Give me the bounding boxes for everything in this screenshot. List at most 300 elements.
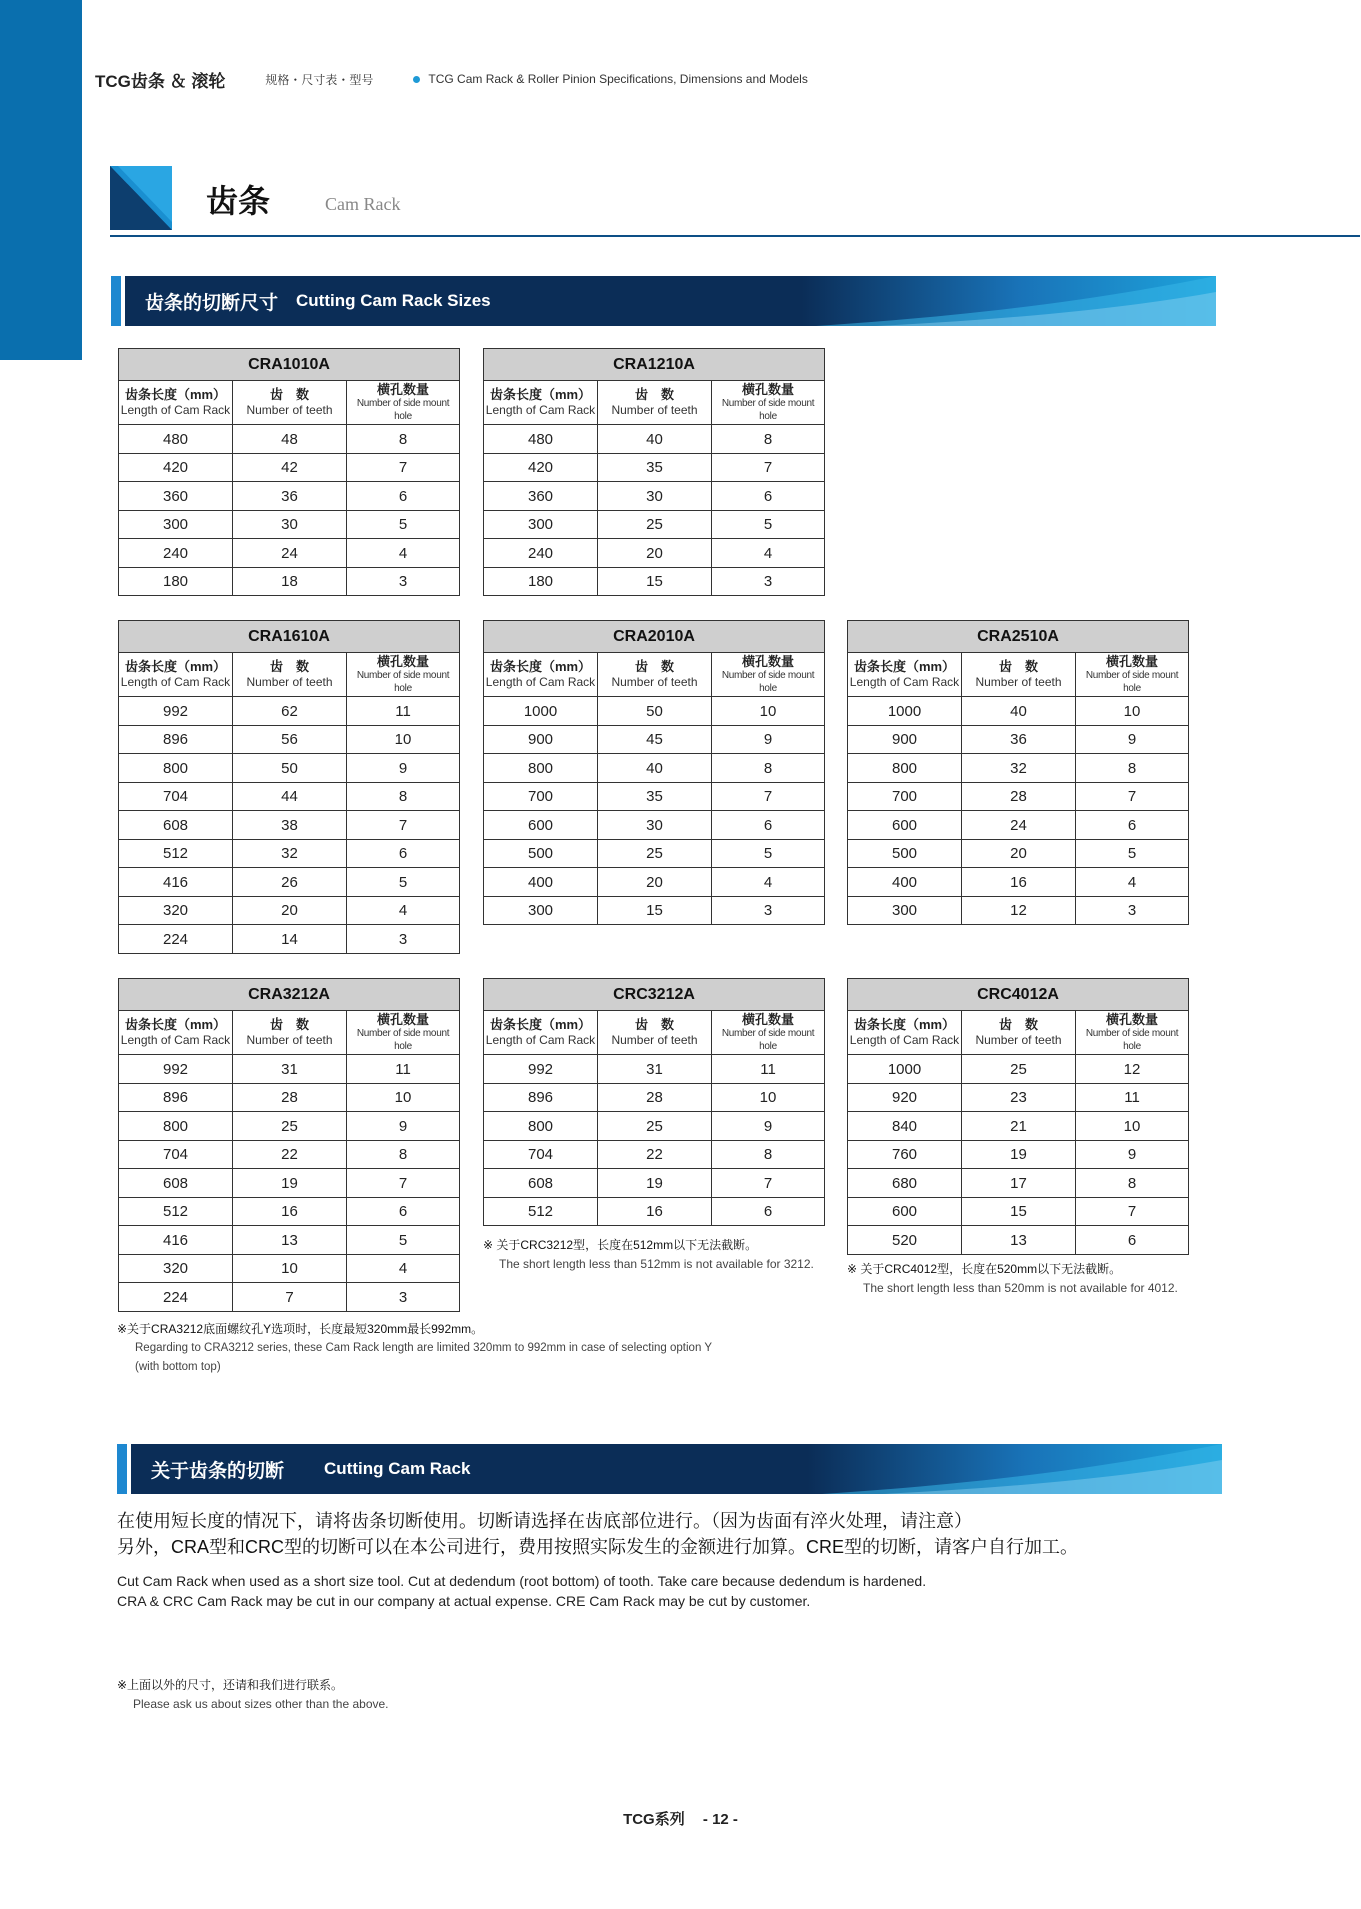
table-cell: 700 [848, 782, 962, 811]
table-cell: 5 [347, 510, 460, 539]
table-cell: 300 [119, 510, 233, 539]
table-row [484, 567, 825, 596]
page-title: 齿条 [206, 183, 271, 219]
table-row [484, 1055, 825, 1084]
table-cell: 11 [347, 1055, 460, 1084]
table-row [484, 896, 825, 925]
table-row [848, 1226, 1189, 1255]
table-cell: 25 [598, 1112, 712, 1141]
col-header-holes: 横孔数量 Number of side mount hole [712, 653, 825, 697]
table-model-title: CRA1010A [119, 349, 460, 381]
table-cell: 42 [233, 453, 347, 482]
table-cell: 7 [712, 453, 825, 482]
table-row [484, 1112, 825, 1141]
table-cell: 20 [598, 539, 712, 568]
table-row [848, 1055, 1189, 1084]
table-cell: 6 [1076, 1226, 1189, 1255]
table-cell: 16 [598, 1197, 712, 1226]
table-cell: 416 [119, 1226, 233, 1255]
table-model-title: CRA2010A [484, 621, 825, 653]
table-cell: 6 [712, 482, 825, 511]
table-row [484, 839, 825, 868]
table-cell: 13 [962, 1226, 1076, 1255]
table-cell: 35 [598, 453, 712, 482]
table-row [119, 453, 460, 482]
side-color-band [0, 0, 82, 360]
bullet-dot-icon [413, 76, 420, 83]
note-cra3212-cn: ※关于CRA3212底面螺纹孔Y选项时，长度最短320mm最长992mm。 [117, 1322, 484, 1336]
table-cell: 240 [484, 539, 598, 568]
section2-title-cn: 关于齿条的切断 [151, 1460, 285, 1482]
page-header [95, 68, 808, 90]
table-cell: 300 [484, 896, 598, 925]
table-cell: 25 [233, 1112, 347, 1141]
col-header-length: 齿条长度（mm） Length of Cam Rack [848, 1011, 962, 1055]
table-cell: 4 [1076, 868, 1189, 897]
note-crc4012-en: The short length less than 520mm is not available for 4012. [863, 1281, 1178, 1296]
section-header-cutting [117, 1444, 1222, 1494]
table-cell: 9 [347, 754, 460, 783]
table-cell: 22 [233, 1140, 347, 1169]
table-row [119, 1140, 460, 1169]
table-cell: 7 [347, 1169, 460, 1198]
page-title-en: Cam Rack [325, 194, 401, 214]
col-header-teeth: 齿 数 Number of teeth [598, 653, 712, 697]
table-model-title: CRA1210A [484, 349, 825, 381]
table-cell: 512 [484, 1197, 598, 1226]
table-cell: 608 [119, 811, 233, 840]
table-cell: 16 [233, 1197, 347, 1226]
table-cell: 992 [119, 1055, 233, 1084]
table-cell: 992 [484, 1055, 598, 1084]
table-row [119, 1055, 460, 1084]
table-cell: 10 [347, 1083, 460, 1112]
table-cell: 12 [962, 896, 1076, 925]
cutting-en-line1: Cut Cam Rack when used as a short size tool. Cut at dedendum (root bottom) of tooth. Take care because dedendum is hardened. [117, 1573, 927, 1589]
table-cell: 4 [712, 539, 825, 568]
table-cell: 5 [347, 868, 460, 897]
table-cell: 800 [848, 754, 962, 783]
table-cell: 40 [962, 697, 1076, 726]
table-cell: 320 [119, 1254, 233, 1283]
table-row [119, 782, 460, 811]
table-row [119, 868, 460, 897]
table-model-title: CRC3212A [484, 979, 825, 1011]
table-cell: 4 [347, 896, 460, 925]
note-cra3212-en2: (with bottom top) [135, 1360, 221, 1373]
table-cell: 8 [712, 425, 825, 454]
table-row [484, 697, 825, 726]
table-cell: 3 [347, 925, 460, 954]
table-cell: 180 [484, 567, 598, 596]
table-cell: 13 [233, 1226, 347, 1255]
table-cell: 19 [962, 1140, 1076, 1169]
table-cell: 7 [1076, 782, 1189, 811]
note-crc4012 [847, 1260, 1178, 1298]
table-cell: 3 [347, 1283, 460, 1312]
cutting-text-cn [117, 1508, 1078, 1560]
table-cell: 900 [484, 725, 598, 754]
page-title-block [110, 166, 1360, 230]
page-footer [0, 1808, 1361, 1829]
cutting-text-en [117, 1571, 926, 1611]
table-cell: 608 [119, 1169, 233, 1198]
table-cell: 9 [712, 1112, 825, 1141]
table-row [484, 811, 825, 840]
table-cell: 17 [962, 1169, 1076, 1198]
table-cell: 800 [484, 1112, 598, 1141]
table-cell: 500 [848, 839, 962, 868]
table-row [848, 754, 1189, 783]
table-cell: 8 [1076, 754, 1189, 783]
table-row [119, 896, 460, 925]
table-cell: 11 [1076, 1083, 1189, 1112]
table-row [484, 1197, 825, 1226]
table-cell: 800 [119, 1112, 233, 1141]
table-cell: 20 [233, 896, 347, 925]
table-cell: 50 [598, 697, 712, 726]
table-cell: 25 [962, 1055, 1076, 1084]
table-cell: 8 [712, 1140, 825, 1169]
col-header-teeth: 齿 数 Number of teeth [962, 653, 1076, 697]
table-row [484, 539, 825, 568]
table-row [848, 1083, 1189, 1112]
table-cell: 320 [119, 896, 233, 925]
col-header-holes: 横孔数量 Number of side mount hole [712, 381, 825, 425]
table-cell: 22 [598, 1140, 712, 1169]
table-cell: 7 [712, 1169, 825, 1198]
note-cra3212 [117, 1320, 712, 1376]
table-cell: 28 [233, 1083, 347, 1112]
table-cell: 24 [233, 539, 347, 568]
note-contact-en: Please ask us about sizes other than the above. [133, 1697, 389, 1712]
col-header-teeth: 齿 数 Number of teeth [598, 381, 712, 425]
table-cell: 31 [233, 1055, 347, 1084]
col-header-length: 齿条长度（mm） Length of Cam Rack [848, 653, 962, 697]
table-cell: 32 [962, 754, 1076, 783]
table-cell: 11 [347, 697, 460, 726]
table-cell: 50 [233, 754, 347, 783]
table-cell: 28 [598, 1083, 712, 1112]
note-crc3212-cn: ※ 关于CRC3212型，长度在512mm以下无法截断。 [483, 1238, 758, 1252]
table-cell: 19 [233, 1169, 347, 1198]
table-cell: 6 [712, 811, 825, 840]
table-cell: 900 [848, 725, 962, 754]
table-cell: 240 [119, 539, 233, 568]
cutting-en-line2: CRA & CRC Cam Rack may be cut in our company at actual expense. CRE Cam Rack may be cut by customer. [117, 1593, 811, 1609]
table-cell: 6 [1076, 811, 1189, 840]
table-cell: 1000 [484, 697, 598, 726]
table-cell: 3 [712, 896, 825, 925]
table-row [848, 782, 1189, 811]
table-model-title: CRA1610A [119, 621, 460, 653]
col-header-length: 齿条长度（mm） Length of Cam Rack [119, 381, 233, 425]
title-divider [110, 235, 1360, 237]
table-cell: 36 [962, 725, 1076, 754]
col-header-length: 齿条长度（mm） Length of Cam Rack [484, 653, 598, 697]
table-row [119, 567, 460, 596]
spec-table-crc3212a [483, 978, 825, 1226]
note-crc4012-cn: ※ 关于CRC4012型，长度在520mm以下无法截断。 [847, 1262, 1122, 1276]
table-cell: 4 [712, 868, 825, 897]
table-cell: 9 [712, 725, 825, 754]
col-header-holes: 横孔数量 Number of side mount hole [347, 381, 460, 425]
table-cell: 600 [484, 811, 598, 840]
table-cell: 1000 [848, 697, 962, 726]
table-cell: 40 [598, 754, 712, 783]
header-subtitle-cn: 规格・尺寸表・型号 [265, 72, 374, 87]
spec-table-cra2510a [847, 620, 1189, 925]
table-row [848, 1169, 1189, 1198]
table-cell: 992 [119, 697, 233, 726]
table-cell: 1000 [848, 1055, 962, 1084]
table-row [484, 510, 825, 539]
table-cell: 680 [848, 1169, 962, 1198]
page-number: - 12 - [702, 1811, 738, 1828]
col-header-length: 齿条长度（mm） Length of Cam Rack [484, 1011, 598, 1055]
table-row [119, 510, 460, 539]
table-cell: 8 [347, 782, 460, 811]
table-cell: 62 [233, 697, 347, 726]
table-cell: 10 [1076, 697, 1189, 726]
table-row [119, 839, 460, 868]
table-cell: 360 [484, 482, 598, 511]
table-cell: 19 [598, 1169, 712, 1198]
table-cell: 3 [347, 567, 460, 596]
table-cell: 23 [962, 1083, 1076, 1112]
table-cell: 4 [347, 1254, 460, 1283]
note-crc3212-en: The short length less than 512mm is not available for 3212. [499, 1257, 814, 1272]
table-cell: 224 [119, 1283, 233, 1312]
table-row [484, 868, 825, 897]
table-row [848, 725, 1189, 754]
table-cell: 5 [712, 510, 825, 539]
col-header-length: 齿条长度（mm） Length of Cam Rack [119, 653, 233, 697]
table-cell: 7 [233, 1283, 347, 1312]
col-header-holes: 横孔数量 Number of side mount hole [347, 653, 460, 697]
table-cell: 7 [347, 453, 460, 482]
col-header-teeth: 齿 数 Number of teeth [233, 381, 347, 425]
table-cell: 30 [233, 510, 347, 539]
table-cell: 416 [119, 868, 233, 897]
table-row [119, 925, 460, 954]
table-row [119, 1112, 460, 1141]
table-cell: 500 [484, 839, 598, 868]
table-row [484, 425, 825, 454]
table-cell: 5 [712, 839, 825, 868]
table-cell: 18 [233, 567, 347, 596]
table-cell: 512 [119, 839, 233, 868]
table-cell: 180 [119, 567, 233, 596]
table-row [119, 425, 460, 454]
table-cell: 5 [347, 1226, 460, 1255]
section-title-en: Cutting Cam Rack Sizes [296, 291, 491, 310]
table-cell: 36 [233, 482, 347, 511]
table-row [484, 1140, 825, 1169]
table-row [848, 1112, 1189, 1141]
table-cell: 7 [347, 811, 460, 840]
table-cell: 16 [962, 868, 1076, 897]
table-cell: 9 [347, 1112, 460, 1141]
cutting-cn-line2: 另外，CRA型和CRC型的切断可以在本公司进行，费用按照实际发生的金额进行加算。CRE型的切断，请客户自行加工。 [117, 1537, 1078, 1557]
table-cell: 21 [962, 1112, 1076, 1141]
table-cell: 10 [347, 725, 460, 754]
table-cell: 24 [962, 811, 1076, 840]
col-header-holes: 横孔数量 Number of side mount hole [1076, 653, 1189, 697]
col-header-length: 齿条长度（mm） Length of Cam Rack [484, 381, 598, 425]
table-row [848, 697, 1189, 726]
spec-table-cra3212a [118, 978, 460, 1312]
col-header-holes: 横孔数量 Number of side mount hole [712, 1011, 825, 1055]
cutting-cn-line1: 在使用短长度的情况下，请将齿条切断使用。切断请选择在齿底部位进行。（因为齿面有淬火处理，请注意） [117, 1511, 972, 1531]
table-row [119, 482, 460, 511]
col-header-holes: 横孔数量 Number of side mount hole [347, 1011, 460, 1055]
table-cell: 10 [1076, 1112, 1189, 1141]
table-cell: 6 [347, 839, 460, 868]
spec-table-cra1010a [118, 348, 460, 596]
section-title-cn: 齿条的切断尺寸 [145, 292, 279, 314]
table-cell: 12 [1076, 1055, 1189, 1084]
table-row [848, 839, 1189, 868]
table-cell: 300 [848, 896, 962, 925]
table-cell: 15 [962, 1197, 1076, 1226]
table-row [484, 754, 825, 783]
table-cell: 480 [119, 425, 233, 454]
table-cell: 760 [848, 1140, 962, 1169]
table-cell: 10 [712, 697, 825, 726]
table-row [119, 1254, 460, 1283]
table-cell: 30 [598, 811, 712, 840]
table-row [484, 453, 825, 482]
table-cell: 840 [848, 1112, 962, 1141]
table-row [119, 754, 460, 783]
table-cell: 800 [484, 754, 598, 783]
footer-series: TCG系列 [623, 1811, 685, 1828]
table-cell: 420 [484, 453, 598, 482]
table-cell: 56 [233, 725, 347, 754]
note-cra3212-en1: Regarding to CRA3212 series, these Cam Rack length are limited 320mm to 992mm in case of selecting option Y [135, 1342, 712, 1355]
table-cell: 600 [848, 811, 962, 840]
table-row [484, 482, 825, 511]
table-row [119, 1169, 460, 1198]
table-cell: 9 [1076, 725, 1189, 754]
table-cell: 15 [598, 896, 712, 925]
table-model-title: CRA3212A [119, 979, 460, 1011]
table-cell: 3 [712, 567, 825, 596]
table-cell: 704 [119, 1140, 233, 1169]
table-model-title: CRC4012A [848, 979, 1189, 1011]
table-cell: 420 [119, 453, 233, 482]
table-cell: 10 [712, 1083, 825, 1112]
spec-table-crc4012a [847, 978, 1189, 1255]
table-cell: 600 [848, 1197, 962, 1226]
col-header-holes: 横孔数量 Number of side mount hole [1076, 1011, 1189, 1055]
table-cell: 6 [347, 1197, 460, 1226]
header-brand: TCG齿条 ＆ 滚轮 [95, 71, 226, 91]
col-header-length: 齿条长度（mm） Length of Cam Rack [119, 1011, 233, 1055]
col-header-teeth: 齿 数 Number of teeth [598, 1011, 712, 1055]
table-cell: 20 [598, 868, 712, 897]
table-cell: 48 [233, 425, 347, 454]
table-cell: 520 [848, 1226, 962, 1255]
table-row [119, 697, 460, 726]
table-cell: 360 [119, 482, 233, 511]
col-header-teeth: 齿 数 Number of teeth [233, 653, 347, 697]
table-cell: 8 [712, 754, 825, 783]
header-subtitle-en: TCG Cam Rack & Roller Pinion Specifications, Dimensions and Models [428, 72, 808, 86]
table-cell: 300 [484, 510, 598, 539]
table-cell: 400 [848, 868, 962, 897]
table-cell: 38 [233, 811, 347, 840]
table-row [484, 782, 825, 811]
table-cell: 480 [484, 425, 598, 454]
table-row [119, 1283, 460, 1312]
table-cell: 45 [598, 725, 712, 754]
table-row [119, 539, 460, 568]
table-cell: 896 [119, 1083, 233, 1112]
table-cell: 44 [233, 782, 347, 811]
section2-title-en: Cutting Cam Rack [324, 1459, 471, 1478]
table-cell: 14 [233, 925, 347, 954]
table-cell: 5 [1076, 839, 1189, 868]
table-row [484, 725, 825, 754]
table-cell: 32 [233, 839, 347, 868]
table-row [484, 1083, 825, 1112]
table-cell: 896 [119, 725, 233, 754]
table-cell: 28 [962, 782, 1076, 811]
table-row [848, 868, 1189, 897]
table-row [119, 1083, 460, 1112]
table-cell: 800 [119, 754, 233, 783]
note-contact [117, 1676, 389, 1714]
note-contact-cn: ※上面以外的尺寸，还请和我们进行联系。 [117, 1678, 344, 1692]
table-cell: 896 [484, 1083, 598, 1112]
table-cell: 704 [119, 782, 233, 811]
table-row [119, 1226, 460, 1255]
note-crc3212 [483, 1236, 814, 1274]
table-row [119, 1197, 460, 1226]
table-cell: 30 [598, 482, 712, 511]
spec-table-cra1610a [118, 620, 460, 954]
table-cell: 25 [598, 510, 712, 539]
col-header-teeth: 齿 数 Number of teeth [962, 1011, 1076, 1055]
table-cell: 40 [598, 425, 712, 454]
table-cell: 31 [598, 1055, 712, 1084]
table-cell: 10 [233, 1254, 347, 1283]
table-cell: 400 [484, 868, 598, 897]
table-cell: 26 [233, 868, 347, 897]
table-cell: 3 [1076, 896, 1189, 925]
title-logo-icon [110, 166, 172, 230]
table-cell: 512 [119, 1197, 233, 1226]
table-cell: 6 [712, 1197, 825, 1226]
table-cell: 8 [347, 1140, 460, 1169]
table-cell: 4 [347, 539, 460, 568]
table-cell: 7 [1076, 1197, 1189, 1226]
col-header-teeth: 齿 数 Number of teeth [233, 1011, 347, 1055]
table-row [848, 1197, 1189, 1226]
table-cell: 8 [1076, 1169, 1189, 1198]
table-row [119, 725, 460, 754]
table-cell: 15 [598, 567, 712, 596]
table-cell: 8 [347, 425, 460, 454]
table-cell: 35 [598, 782, 712, 811]
table-row [484, 1169, 825, 1198]
table-cell: 704 [484, 1140, 598, 1169]
table-cell: 7 [712, 782, 825, 811]
table-cell: 700 [484, 782, 598, 811]
table-cell: 608 [484, 1169, 598, 1198]
